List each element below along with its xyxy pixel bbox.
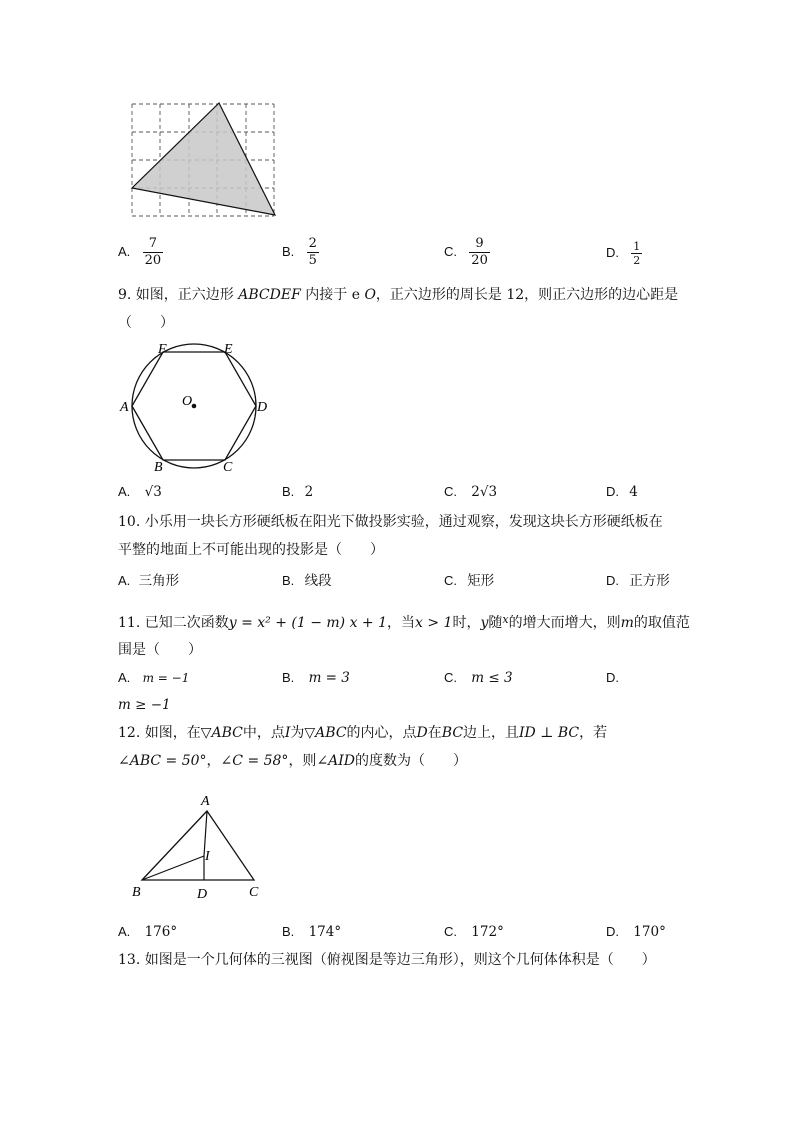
q8-option-d[interactable]: D. $\frac{1}{2}$	[606, 240, 641, 267]
q8-option-c-fraction: $\frac{9}{20}$	[471, 236, 488, 268]
q12-stem-line2: ∠ABC = 50°，∠C = 58°，则∠AID的度数为（ ）	[118, 753, 468, 769]
q9-hexagon-figure	[116, 336, 276, 476]
q9-option-c[interactable]: C. 2√3	[444, 484, 498, 500]
q13-stem-line1: 13. 如图是一个几何体的三视图（俯视图是等边三角形），则这个几何体体积是（ ）	[118, 952, 656, 968]
q11-function-expression: y = x² + (1 − m) x + 1	[228, 615, 388, 631]
q11-option-a[interactable]: A. m = −1	[118, 670, 190, 685]
q10-stem-line2: 平整的地面上不可能出现的投影是（ ）	[118, 542, 384, 558]
q10-option-a[interactable]: A. 三角形	[118, 573, 180, 589]
q9-center-point	[192, 404, 197, 409]
q8-shaded-triangle	[132, 103, 275, 215]
q11-stem-line1: 11. 已知二次函数y = x² + (1 − m) x + 1，当x > 1时，y随$^x$的增大而增大，则m的取值范	[118, 613, 690, 631]
q9-label-b: B	[154, 460, 163, 475]
q12-option-b[interactable]: B. 174°	[282, 924, 342, 940]
q9-label-a: A	[120, 400, 129, 415]
q9-stem-line1: 9. 如图，正六边形 ABCDEF 内接于 e O，正六边形的周长是 12，则正六边形的边心距是	[118, 287, 679, 303]
q12-stem-line1: 12. 如图，在▽ABC中，点I为▽ABC的内心，点D在BC边上，且ID ⊥ BC，若	[118, 725, 608, 741]
q8-option-d-fraction: $\frac{1}{2}$	[633, 240, 641, 267]
q9-option-b[interactable]: B. 2	[282, 484, 314, 500]
q9-stem-line2: （ ）	[118, 315, 174, 331]
q10-stem-line1: 10. 小乐用一块长方形硬纸板在阳光下做投影实验，通过观察，发现这块长方形硬纸板在	[118, 514, 663, 530]
q8-option-a[interactable]: A. $\frac{7}{20}$	[118, 236, 162, 268]
q10-option-d[interactable]: D. 正方形	[606, 573, 670, 589]
q11-option-d[interactable]: D.	[606, 670, 619, 685]
q12-label-d: D	[197, 887, 208, 902]
q9-option-a[interactable]: A. √3	[118, 484, 162, 500]
q12-segment-bi	[142, 856, 204, 880]
q8-option-b[interactable]: B. $\frac{2}{5}$	[282, 236, 317, 268]
q10-option-b[interactable]: B. 线段	[282, 573, 332, 589]
q8-option-b-fraction: $\frac{2}{5}$	[308, 236, 317, 268]
q12-triangle-figure	[128, 788, 278, 908]
q9-option-d[interactable]: D. 4	[606, 484, 638, 500]
q9-label-f: F	[158, 342, 167, 357]
q12-label-a: A	[201, 794, 210, 809]
q11-option-d-text: m ≥ −1	[118, 697, 171, 713]
q9-label-o: O	[182, 394, 193, 409]
q11-option-b[interactable]: B. m = 3	[282, 670, 350, 686]
q9-label-d: D	[257, 400, 268, 415]
q12-label-b: B	[132, 885, 141, 900]
q12-option-d[interactable]: D. 170°	[606, 924, 666, 940]
q9-label-e: E	[224, 342, 233, 357]
q10-option-c[interactable]: C. 矩形	[444, 573, 495, 589]
q12-label-i: I	[205, 849, 210, 864]
q11-option-c[interactable]: C. m ≤ 3	[444, 670, 513, 686]
q12-triangle-abc	[142, 811, 254, 880]
q8-grid-figure	[128, 98, 280, 222]
q8-option-a-fraction: $\frac{7}{20}$	[144, 236, 162, 268]
q12-option-c[interactable]: C. 172°	[444, 924, 504, 940]
q9-label-c: C	[223, 460, 233, 475]
q11-stem-line2: 围是（ ）	[118, 642, 202, 658]
q8-option-c[interactable]: C. $\frac{9}{20}$	[444, 236, 488, 268]
q12-label-c: C	[249, 885, 259, 900]
q12-option-a[interactable]: A. 176°	[118, 924, 178, 940]
